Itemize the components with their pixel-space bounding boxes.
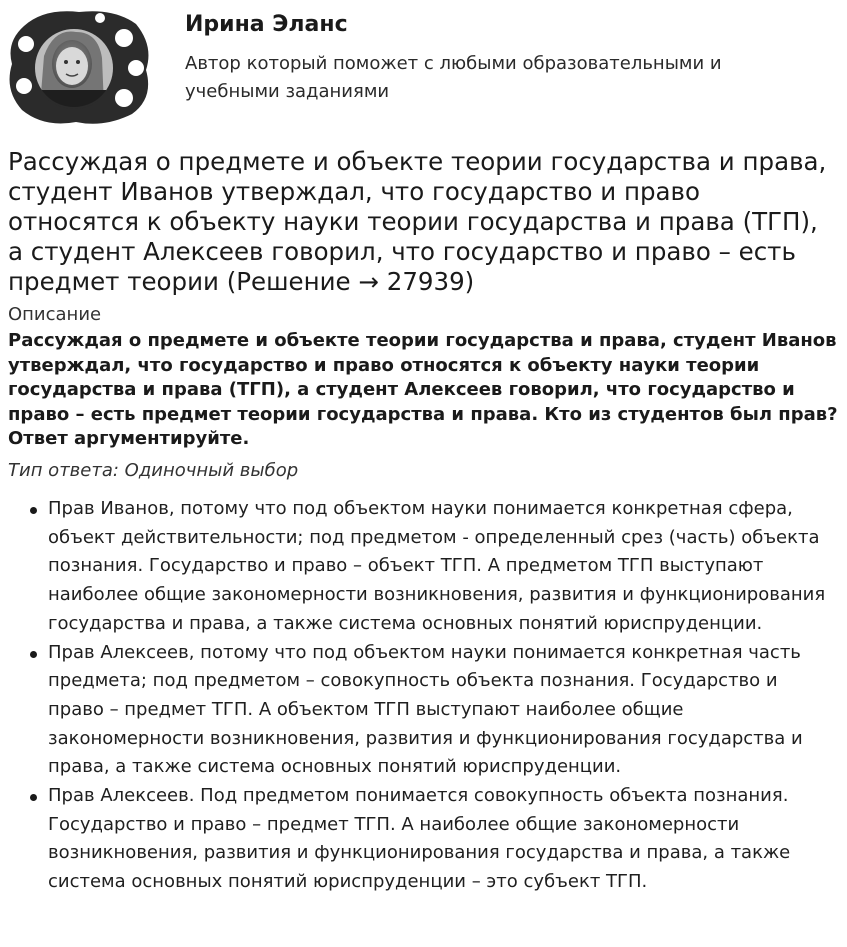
bullet-icon [30, 507, 37, 514]
description-label: Описание [8, 304, 102, 325]
author-name[interactable]: Ирина Эланс [185, 12, 348, 37]
answer-option[interactable] [0, 639, 847, 783]
film-reel-avatar-icon [4, 6, 154, 126]
task-title: Рассуждая о предмете и объекте теории государства и права, студент Иванов утверждал, что государство и право относятся к объекту науки теории государства и права (ТГП), а студент Алексеев говорил, что государство и право – есть предмет теории (Решение → 27939) [8, 147, 827, 296]
author-description: Автор который поможет с любыми образовательными и учебными заданиями [185, 53, 722, 102]
task-description: Рассуждая о предмете и объекте теории государства и права, студент Иванов утверждал, что государство и право относятся к объекту науки теории государства и права (ТГП), а студент Алексеев говорил, что государство и право – есть предмет теории государства и права. Кто из студентов был прав? Ответ аргументируйте. [8, 330, 838, 449]
answer-option-text: Прав Алексеев, потому что под объектом науки понимается конкретная часть предмета; под предметом – совокупность объекта познания. Государство и право – предмет ТГП. А объектом ТГП выступают наиболее общие закономерности возникновения, развития и функционирования государства и права, а также система основных понятий юриспруденции. [48, 641, 803, 778]
author-card [0, 0, 847, 130]
answer-type: Тип ответа: Одиночный выбор [8, 460, 299, 481]
answer-option[interactable] [0, 782, 847, 897]
avatar [4, 6, 154, 126]
bullet-icon [30, 651, 37, 658]
bullet-icon [30, 794, 37, 801]
answer-options-list [0, 495, 847, 897]
answer-option-text: Прав Иванов, потому что под объектом науки понимается конкретная сфера, объект действительности; под предметом - определенный срез (часть) объекта познания. Государство и право – объект ТГП. А предметом ТГП выступают наиболее общие закономерности возникновения, развития и функционирования государства и права, а также система основных понятий юриспруденции. [48, 498, 826, 634]
answer-option-text: Прав Алексеев. Под предметом понимается совокупность объекта познания. Государство и право – предмет ТГП. А наиболее общие закономерности возникновения, развития и функционирования государства и права, а также система основных понятий юриспруденции – это субъект ТГП. [48, 785, 791, 893]
answer-option[interactable] [0, 495, 847, 639]
